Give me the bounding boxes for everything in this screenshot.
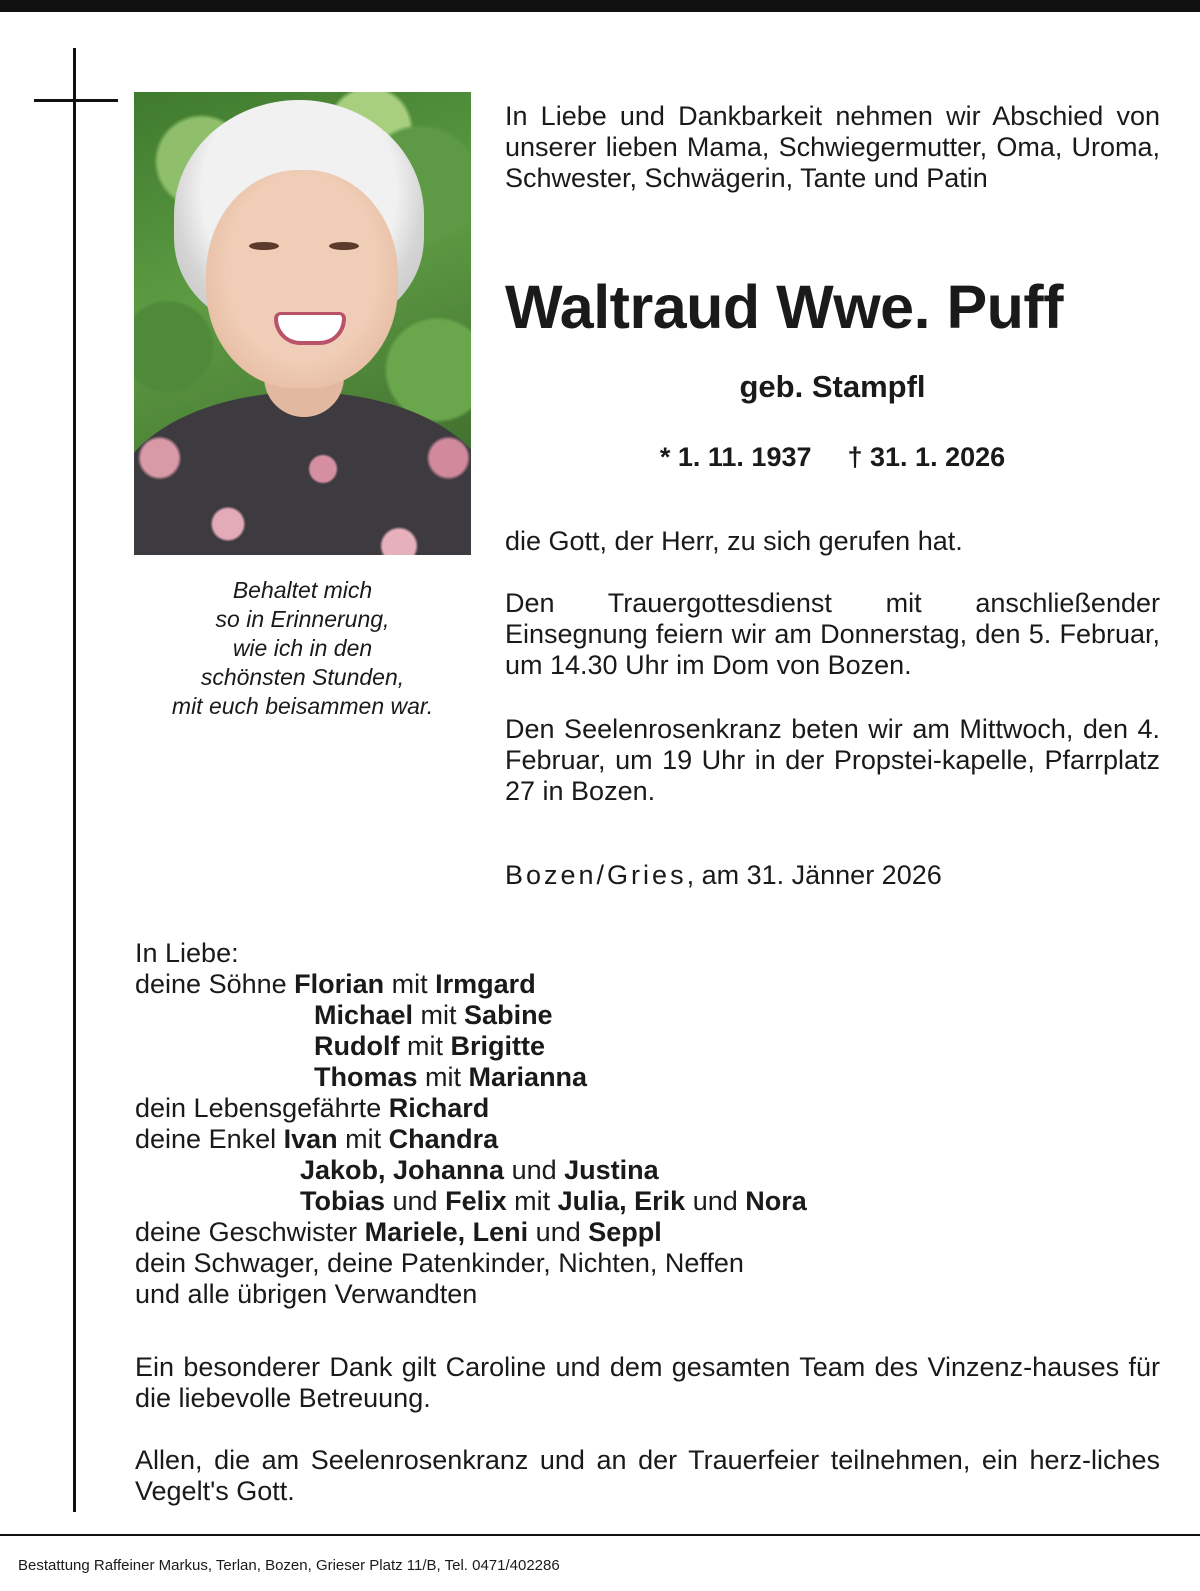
place-date (505, 860, 1160, 891)
birth-date: * 1. 11. 1937 (659, 442, 812, 472)
photo-face (206, 170, 398, 388)
family-heading: In Liebe: (135, 938, 239, 968)
family-line-grandchildren: deine Enkel Ivan mit Chandra (135, 1124, 499, 1154)
family-line-grandchildren: Tobias und Felix mit Julia, Erik und Nora (300, 1186, 807, 1216)
death-date: † 31. 1. 2026 (847, 442, 1006, 472)
son-partner: Sabine (464, 1000, 553, 1030)
family-line-grandchildren: Jakob, Johanna und Justina (300, 1155, 659, 1185)
called-text: die Gott, der Herr, zu sich gerufen hat. (505, 526, 963, 556)
footer-divider (0, 1534, 1200, 1536)
intro-text: In Liebe und Dankbarkeit nehmen wir Abschied von unserer lieben Mama, Schwiegermutter, Oma, Uroma, Schwester, Schwägerin, Tante und Patin (505, 101, 1160, 193)
motto-line: mit euch beisammen war. (171, 693, 434, 719)
family-line-others: dein Schwager, deine Patenkinder, Nichten, Neffen (135, 1248, 744, 1278)
photo-eye (329, 242, 359, 250)
son-name: Michael (314, 1000, 414, 1030)
closing-text: Allen, die am Seelenrosenkranz und an der Trauerfeier teilnehmen, ein herz-liches Vegelt's Gott. (135, 1445, 1160, 1506)
maiden-name: geb. Stampfl (739, 369, 926, 404)
family-line-son: Thomas mit Marianna (314, 1062, 588, 1092)
son-name: Florian (294, 969, 385, 999)
photo-eye (249, 242, 279, 250)
son-name: Rudolf (314, 1031, 400, 1061)
life-dates (505, 440, 1160, 474)
date: , am 31. Jänner 2026 (686, 860, 942, 890)
thanks-text: Ein besonderer Dank gilt Caroline und dem gesamten Team des Vinzenz-hauses für die liebevolle Betreuung. (135, 1352, 1160, 1413)
rosary-text: Den Seelenrosenkranz beten wir am Mittwoch, den 4. Februar, um 19 Uhr in der Propstei-kapelle, Pfarrplatz 27 in Bozen. (505, 714, 1160, 806)
family-line-others: und alle übrigen Verwandten (135, 1279, 478, 1309)
family-line-son: Michael mit Sabine (314, 1000, 553, 1030)
place: Bozen/Gries (505, 860, 687, 890)
family-line-partner: dein Lebensgefährte Richard (135, 1093, 490, 1123)
family-line-sons: deine Söhne Florian mit Irmgard (135, 969, 536, 999)
son-partner: Brigitte (450, 1031, 545, 1061)
motto-line: so in Erinnerung, (215, 606, 390, 632)
funeral-service-text: Den Trauergottesdienst mit anschließender Einsegnung feiern wir am Donnerstag, den 5. Februar, um 14.30 Uhr im Dom von Bozen. (505, 588, 1160, 680)
deceased-name: Waltraud Wwe. Puff (505, 273, 1064, 341)
family-list (135, 938, 1160, 1310)
motto-line: wie ich in den (232, 635, 373, 661)
son-partner: Marianna (468, 1062, 588, 1092)
son-partner: Irmgard (435, 969, 536, 999)
funeral-home-footer: Bestattung Raffeiner Markus, Terlan, Bozen, Grieser Platz 11/B, Tel. 0471/402286 (18, 1557, 560, 1574)
cross-crossbar (34, 99, 118, 102)
family-line-siblings: deine Geschwister Mariele, Leni und Seppl (135, 1217, 662, 1247)
family-line-son: Rudolf mit Brigitte (314, 1031, 545, 1061)
portrait-photo (134, 92, 471, 555)
partner-name: Richard (388, 1093, 490, 1123)
son-name: Thomas (314, 1062, 418, 1092)
cross-icon (73, 48, 76, 1512)
memorial-motto (134, 576, 471, 721)
motto-line: Behaltet mich (232, 577, 373, 603)
motto-line: schönsten Stunden, (200, 664, 405, 690)
